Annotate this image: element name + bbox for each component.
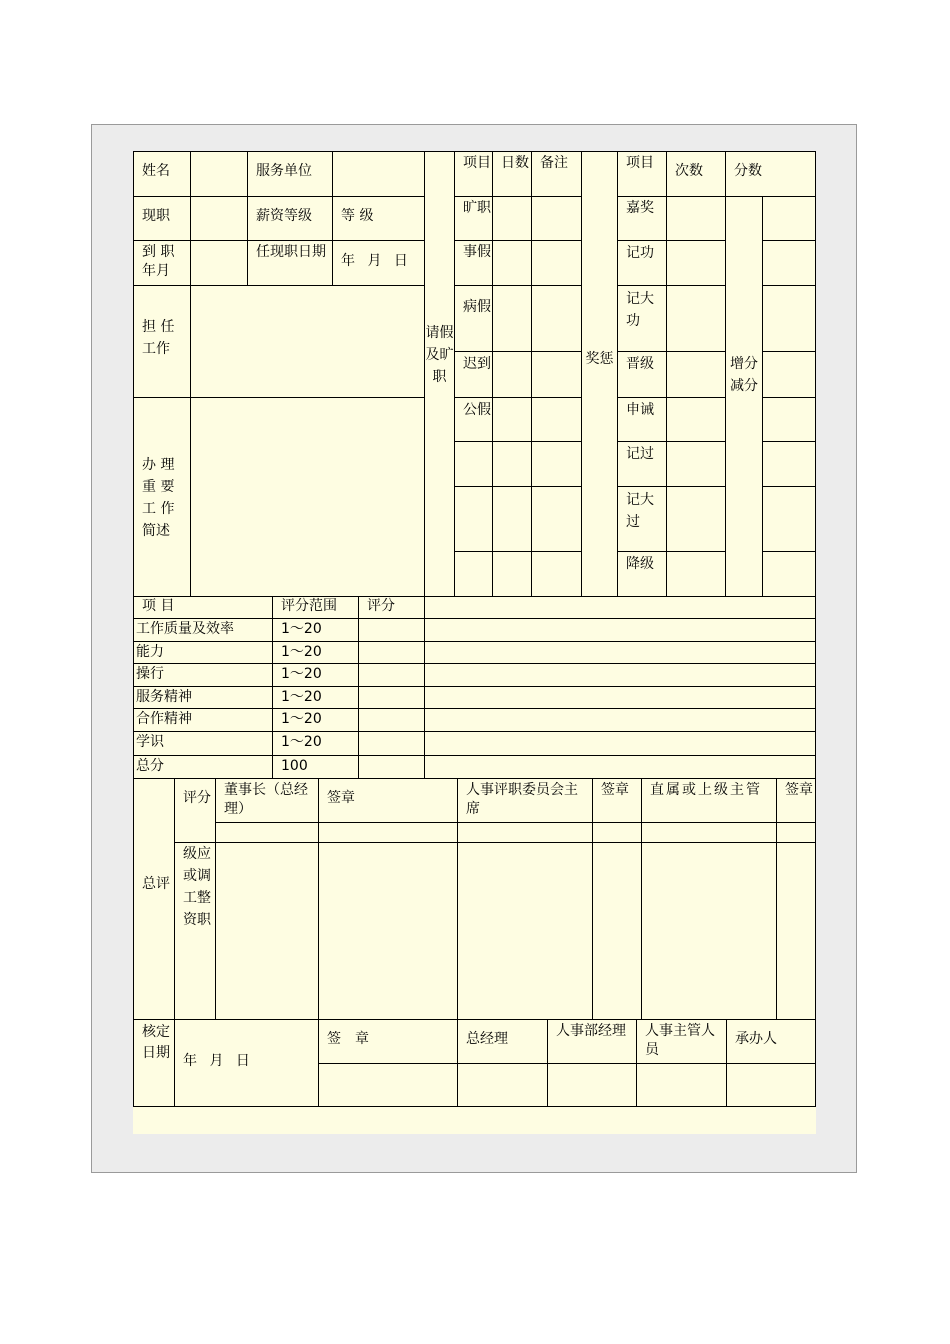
unit-label: 服务单位 xyxy=(247,151,332,196)
arrival-label: 到 职 年月 xyxy=(133,240,190,285)
position-label: 现职 xyxy=(133,196,190,240)
leave-days-cell[interactable] xyxy=(492,285,531,351)
leave-days-cell[interactable] xyxy=(492,196,531,240)
score-item: 合作精神 xyxy=(133,708,272,731)
committee-sign-label: 签章 xyxy=(592,778,641,822)
committee-score-cell[interactable] xyxy=(457,822,592,842)
leave-note-cell[interactable] xyxy=(531,351,581,397)
score-blank xyxy=(424,755,815,778)
score-value-cell[interactable] xyxy=(358,686,424,708)
score-value-cell[interactable] xyxy=(358,708,424,731)
score-blank xyxy=(424,641,815,663)
approval-sign-cell[interactable] xyxy=(318,1063,457,1106)
position-value[interactable] xyxy=(190,196,247,240)
committee-label: 人事评职委员会主 席 xyxy=(457,778,592,822)
score-item: 操行 xyxy=(133,663,272,686)
leave-days-cell[interactable] xyxy=(492,397,531,441)
score-total-label: 总分 xyxy=(133,755,272,778)
score-range: 1～20 xyxy=(272,618,358,641)
score-blank xyxy=(424,596,815,618)
reward-row-label: 记大功 xyxy=(617,285,666,351)
leave-row-label: 公假 xyxy=(454,397,492,441)
reward-count-cell[interactable] xyxy=(666,441,725,486)
reward-col-score: 分数 xyxy=(725,151,815,196)
score-value-cell[interactable] xyxy=(358,663,424,686)
unit-value[interactable] xyxy=(332,151,424,196)
name-label: 姓名 xyxy=(133,151,190,196)
hr-manager-sign-cell[interactable] xyxy=(547,1063,636,1106)
leave-blank-cell[interactable] xyxy=(454,486,492,551)
leave-row-label: 病假 xyxy=(454,285,492,351)
reward-score-cell[interactable] xyxy=(762,441,815,486)
hr-staff-sign-cell[interactable] xyxy=(636,1063,726,1106)
reward-score-cell[interactable] xyxy=(762,397,815,441)
leave-blank-cell[interactable] xyxy=(454,551,492,596)
score-range: 1～20 xyxy=(272,641,358,663)
approval-date-label: 核定日期 xyxy=(133,1019,174,1106)
leave-row-label: 事假 xyxy=(454,240,492,285)
duty-value[interactable] xyxy=(190,285,424,397)
reward-count-cell[interactable] xyxy=(666,551,725,596)
supervisor-sign-label: 签章 xyxy=(776,778,815,822)
reward-side-label: 增分减分 xyxy=(725,196,762,596)
work-value[interactable] xyxy=(190,397,424,596)
leave-note-cell[interactable] xyxy=(531,285,581,351)
score-col-range: 评分范围 xyxy=(272,596,358,618)
table-bottom-border xyxy=(133,1106,816,1107)
score-value-cell[interactable] xyxy=(358,641,424,663)
grade-label: 等 级 xyxy=(332,196,424,240)
review-score-label: 评分 xyxy=(174,778,215,842)
work-label: 办 理 重 要 工 作 简述 xyxy=(133,397,190,596)
reward-score-cell[interactable] xyxy=(762,285,815,351)
reward-count-cell[interactable] xyxy=(666,486,725,551)
reward-count-cell[interactable] xyxy=(666,351,725,397)
reward-row-label: 记过 xyxy=(617,441,666,486)
reward-col-item: 项目 xyxy=(617,151,666,196)
supervisor-label: 直属或上级主管 xyxy=(641,778,776,822)
arrival-value[interactable] xyxy=(190,240,247,285)
reward-row-label: 记大过 xyxy=(617,486,666,551)
score-col-item: 项 目 xyxy=(133,596,272,618)
score-col-score: 评分 xyxy=(358,596,424,618)
table-right-border xyxy=(815,151,816,1106)
approval-sign-label: 签 章 xyxy=(318,1019,457,1063)
approval-date-value: 年 月 日 xyxy=(174,1019,318,1106)
score-value-cell[interactable] xyxy=(358,618,424,641)
score-item: 服务精神 xyxy=(133,686,272,708)
leave-blank-cell[interactable] xyxy=(492,441,531,486)
committee-sign-cell[interactable] xyxy=(592,822,641,842)
leave-blank-cell[interactable] xyxy=(492,486,531,551)
reward-row-label: 降级 xyxy=(617,551,666,596)
supervisor-adjust-cell[interactable] xyxy=(641,842,776,1019)
score-total-cell[interactable] xyxy=(358,755,424,778)
score-item: 学识 xyxy=(133,731,272,755)
score-blank xyxy=(424,618,815,641)
gm-label: 总经理 xyxy=(457,1019,547,1063)
chairman-adjust-sign-cell[interactable] xyxy=(318,842,457,1019)
leave-days-cell[interactable] xyxy=(492,240,531,285)
supervisor-score-cell[interactable] xyxy=(641,822,776,842)
review-adjust-label: 级应或调工整资职 xyxy=(174,842,215,1019)
reward-score-cell[interactable] xyxy=(762,486,815,551)
leave-blank-cell[interactable] xyxy=(492,551,531,596)
reward-title: 奖惩 xyxy=(581,151,617,596)
reward-score-cell[interactable] xyxy=(762,240,815,285)
leave-note-cell[interactable] xyxy=(531,397,581,441)
gm-sign-cell[interactable] xyxy=(457,1063,547,1106)
chairman-score-cell[interactable] xyxy=(215,822,318,842)
leave-col-item: 项目 xyxy=(454,151,492,196)
chairman-sign-label: 签章 xyxy=(318,778,457,822)
hr-staff-label: 人事主管人员 xyxy=(636,1019,726,1063)
score-range: 1～20 xyxy=(272,686,358,708)
leave-title: 请假及旷职 xyxy=(424,151,454,596)
salary-label: 薪资等级 xyxy=(247,196,332,240)
reward-count-cell[interactable] xyxy=(666,240,725,285)
review-title: 总评 xyxy=(133,778,174,1019)
reward-row-label: 晋级 xyxy=(617,351,666,397)
chairman-label: 董事长（总经理） xyxy=(215,778,318,822)
score-blank xyxy=(424,686,815,708)
leave-blank-cell[interactable] xyxy=(531,441,581,486)
score-range: 1～20 xyxy=(272,731,358,755)
score-total-value: 100 xyxy=(272,755,358,778)
leave-note-cell[interactable] xyxy=(531,240,581,285)
committee-adjust-sign-cell[interactable] xyxy=(592,842,641,1019)
score-blank xyxy=(424,708,815,731)
reward-score-cell[interactable] xyxy=(762,351,815,397)
reward-score-cell[interactable] xyxy=(762,196,815,240)
score-blank xyxy=(424,663,815,686)
leave-blank-cell[interactable] xyxy=(531,551,581,596)
chairman-sign-cell[interactable] xyxy=(318,822,457,842)
chairman-adjust-cell[interactable] xyxy=(215,842,318,1019)
appoint-label: 任现职日期 xyxy=(247,240,332,285)
leave-col-note: 备注 xyxy=(531,151,581,196)
reward-score-cell[interactable] xyxy=(762,551,815,596)
score-blank xyxy=(424,731,815,755)
score-range: 1～20 xyxy=(272,708,358,731)
appoint-date: 年 月 日 xyxy=(332,240,424,285)
duty-label: 担 任 工作 xyxy=(133,285,190,397)
reward-row-label: 记功 xyxy=(617,240,666,285)
reward-count-cell[interactable] xyxy=(666,397,725,441)
reward-row-label: 嘉奖 xyxy=(617,196,666,240)
handler-sign-cell[interactable] xyxy=(726,1063,815,1106)
leave-row-label: 迟到 xyxy=(454,351,492,397)
hr-manager-label: 人事部经理 xyxy=(547,1019,636,1063)
leave-days-cell[interactable] xyxy=(492,351,531,397)
score-item: 工作质量及效率 xyxy=(133,618,272,641)
reward-count-cell[interactable] xyxy=(666,196,725,240)
reward-row-label: 申诫 xyxy=(617,397,666,441)
leave-note-cell[interactable] xyxy=(531,196,581,240)
reward-count-cell[interactable] xyxy=(666,285,725,351)
committee-adjust-cell[interactable] xyxy=(457,842,592,1019)
leave-blank-cell[interactable] xyxy=(454,441,492,486)
supervisor-adjust-sign-cell[interactable] xyxy=(776,842,815,1019)
reward-col-count: 次数 xyxy=(666,151,725,196)
handler-label: 承办人 xyxy=(726,1019,815,1063)
name-value[interactable] xyxy=(190,151,247,196)
leave-row-label: 旷职 xyxy=(454,196,492,240)
leave-col-days: 日数 xyxy=(492,151,531,196)
supervisor-sign-cell[interactable] xyxy=(776,822,815,842)
score-item: 能力 xyxy=(133,641,272,663)
leave-blank-cell[interactable] xyxy=(531,486,581,551)
score-range: 1～20 xyxy=(272,663,358,686)
score-value-cell[interactable] xyxy=(358,731,424,755)
